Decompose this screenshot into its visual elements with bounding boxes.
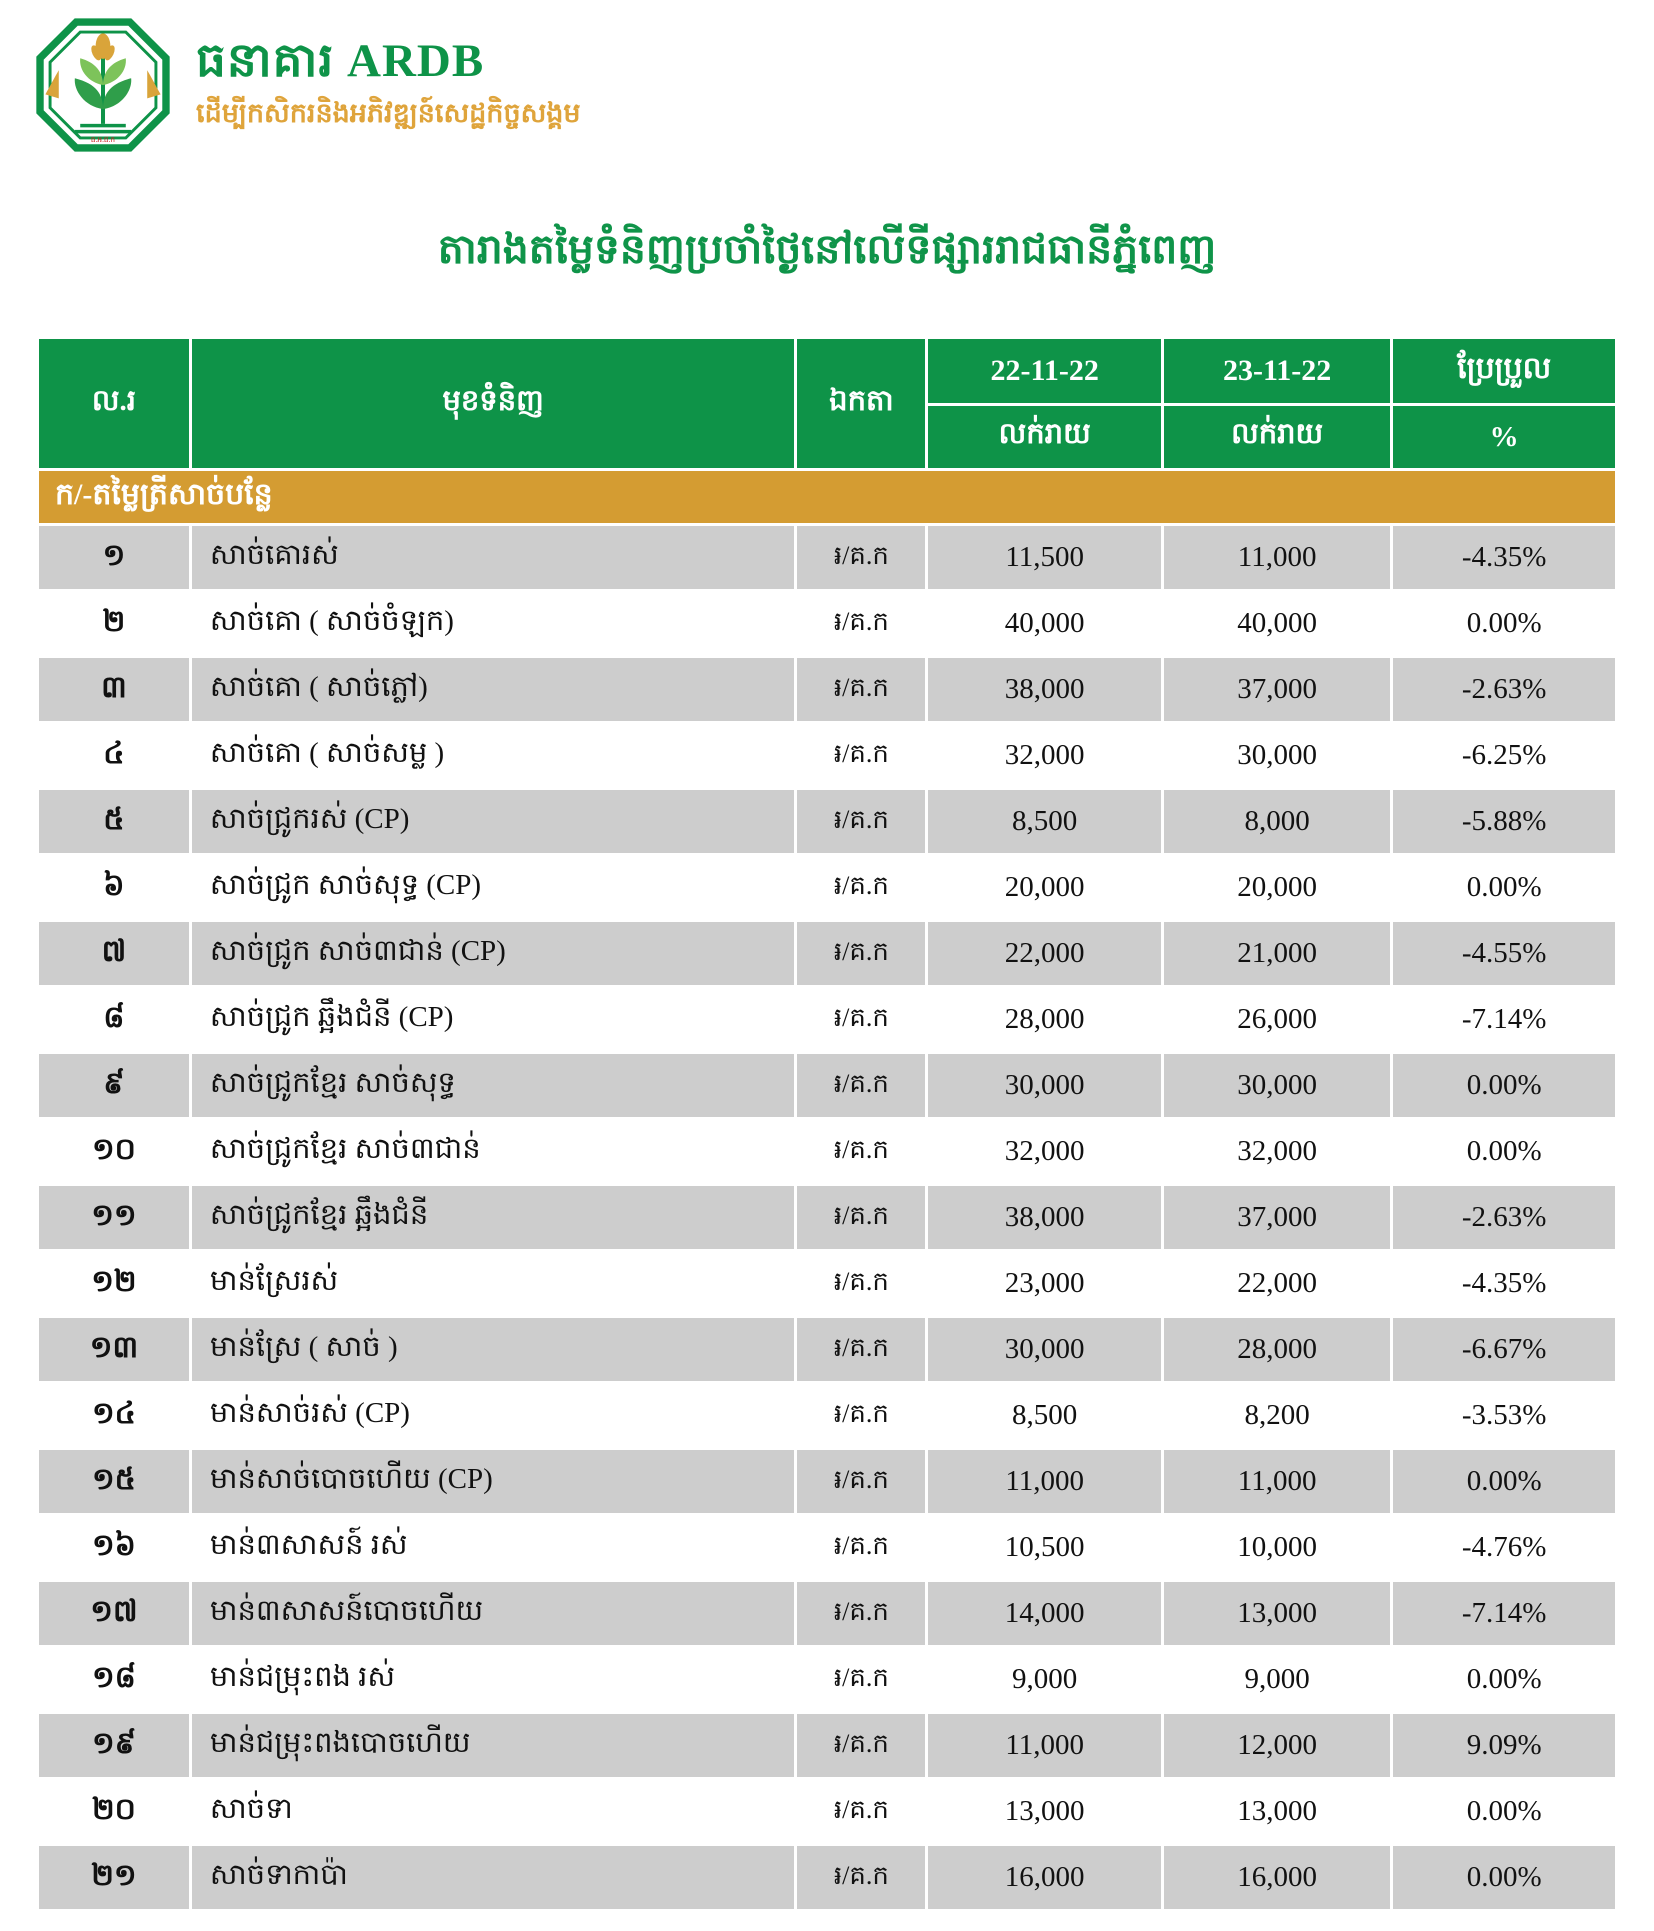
logo-caption: ធ.អ.ជ.ក	[90, 134, 116, 144]
row-number: ១០	[39, 1120, 189, 1183]
change-percent: 0.00%	[1393, 1450, 1615, 1513]
price-day1: 11,000	[928, 1450, 1161, 1513]
price-day1: 23,000	[928, 1252, 1161, 1315]
header-retail-2: លក់រាយ	[1164, 406, 1390, 468]
price-day1: 13,000	[928, 1780, 1161, 1843]
row-number: ១៦	[39, 1516, 189, 1579]
item-unit: ៛/គ.ក	[797, 1186, 925, 1249]
table-row	[39, 1648, 1615, 1711]
table-row	[39, 1054, 1615, 1117]
item-unit: ៛/គ.ក	[797, 592, 925, 655]
price-day2: 30,000	[1164, 724, 1390, 787]
price-day2: 37,000	[1164, 1186, 1390, 1249]
change-percent: -5.88%	[1393, 790, 1615, 853]
change-percent: 9.09%	[1393, 1714, 1615, 1777]
table-header	[39, 339, 1615, 468]
item-name: មាន់ស្រែរស់	[192, 1252, 795, 1315]
row-number: ៨	[39, 988, 189, 1051]
item-name: សាច់ជ្រូក សាច់សុទ្ធ (CP)	[192, 856, 795, 919]
item-name: សាច់គោ ( សាច់សម្ល )	[192, 724, 795, 787]
price-day1: 11,000	[928, 1714, 1161, 1777]
item-unit: ៛/គ.ក	[797, 790, 925, 853]
table-row	[39, 1780, 1615, 1843]
row-number: ២០	[39, 1780, 189, 1843]
price-day1: 30,000	[928, 1054, 1161, 1117]
ardb-octagon-plant-icon	[36, 18, 170, 152]
change-percent: -2.63%	[1393, 658, 1615, 721]
row-number: ៤	[39, 724, 189, 787]
price-day2: 10,000	[1164, 1516, 1390, 1579]
price-day2: 13,000	[1164, 1780, 1390, 1843]
item-unit: ៛/គ.ក	[797, 1780, 925, 1843]
table-row	[39, 790, 1615, 853]
table-row	[39, 1582, 1615, 1645]
item-name: មាន់សាច់បោចហើយ (CP)	[192, 1450, 795, 1513]
table-row	[39, 1384, 1615, 1447]
price-day2: 26,000	[1164, 988, 1390, 1051]
price-day1: 20,000	[928, 856, 1161, 919]
price-day1: 11,500	[928, 526, 1161, 589]
change-percent: -7.14%	[1393, 988, 1615, 1051]
price-day1: 40,000	[928, 592, 1161, 655]
item-unit: ៛/គ.ក	[797, 724, 925, 787]
price-day1: 8,500	[928, 790, 1161, 853]
item-name: សាច់ជ្រូក សាច់៣ជាន់ (CP)	[192, 922, 795, 985]
change-percent: -3.53%	[1393, 1384, 1615, 1447]
row-number: ៣	[39, 658, 189, 721]
price-day2: 37,000	[1164, 658, 1390, 721]
item-name: សាច់គោរស់	[192, 526, 795, 589]
item-name: មាន់ជម្រុះពងបោចហើយ	[192, 1714, 795, 1777]
brand-tagline: ដើម្បីកសិករនិងអភិវឌ្ឍន៍សេដ្ឋកិច្ចសង្គម	[196, 97, 581, 128]
change-percent: 0.00%	[1393, 856, 1615, 919]
item-unit: ៛/គ.ក	[797, 856, 925, 919]
change-percent: -4.76%	[1393, 1516, 1615, 1579]
row-number: ៥	[39, 790, 189, 853]
item-unit: ៛/គ.ក	[797, 1714, 925, 1777]
table-body	[39, 471, 1615, 1909]
change-percent: 0.00%	[1393, 1846, 1615, 1909]
change-percent: -6.25%	[1393, 724, 1615, 787]
section-row	[39, 471, 1615, 523]
row-number: ១១	[39, 1186, 189, 1249]
item-unit: ៛/គ.ក	[797, 1252, 925, 1315]
item-name: មាន់៣សាសន៍ រស់	[192, 1516, 795, 1579]
item-unit: ៛/គ.ក	[797, 1846, 925, 1909]
row-number: ១៣	[39, 1318, 189, 1381]
price-day2: 11,000	[1164, 526, 1390, 589]
price-day1: 38,000	[928, 1186, 1161, 1249]
price-day1: 38,000	[928, 658, 1161, 721]
ardb-logo	[36, 18, 170, 152]
price-day2: 12,000	[1164, 1714, 1390, 1777]
price-day2: 28,000	[1164, 1318, 1390, 1381]
price-day1: 22,000	[928, 922, 1161, 985]
table-row	[39, 592, 1615, 655]
item-unit: ៛/គ.ក	[797, 988, 925, 1051]
item-name: សាច់ទា	[192, 1780, 795, 1843]
item-name: សាច់ជ្រូកខ្មែរ សាច់សុទ្ធ	[192, 1054, 795, 1117]
brand-text	[196, 34, 581, 135]
table-row	[39, 856, 1615, 919]
item-unit: ៛/គ.ក	[797, 1516, 925, 1579]
change-percent: 0.00%	[1393, 1648, 1615, 1711]
price-day1: 32,000	[928, 1120, 1161, 1183]
price-day2: 30,000	[1164, 1054, 1390, 1117]
row-number: ៧	[39, 922, 189, 985]
table-row	[39, 724, 1615, 787]
header-retail-1: លក់រាយ	[928, 406, 1161, 468]
header-date-1: 22-11-22	[928, 339, 1161, 403]
table-row	[39, 658, 1615, 721]
price-day2: 11,000	[1164, 1450, 1390, 1513]
row-number: ១៨	[39, 1648, 189, 1711]
item-unit: ៛/គ.ក	[797, 1582, 925, 1645]
table-row	[39, 1186, 1615, 1249]
item-unit: ៛/គ.ក	[797, 1450, 925, 1513]
row-number: ១២	[39, 1252, 189, 1315]
change-percent: 0.00%	[1393, 592, 1615, 655]
item-name: មាន់៣សាសន៍បោចហើយ	[192, 1582, 795, 1645]
change-percent: -4.55%	[1393, 922, 1615, 985]
table-row	[39, 1846, 1615, 1909]
price-day2: 8,200	[1164, 1384, 1390, 1447]
header-date-2: 23-11-22	[1164, 339, 1390, 403]
table-row	[39, 922, 1615, 985]
price-day1: 32,000	[928, 724, 1161, 787]
change-percent: -6.67%	[1393, 1318, 1615, 1381]
price-day2: 16,000	[1164, 1846, 1390, 1909]
table-row	[39, 1714, 1615, 1777]
price-day2: 22,000	[1164, 1252, 1390, 1315]
row-number: ១៧	[39, 1582, 189, 1645]
header-change: ប្រែប្រួល	[1393, 339, 1615, 403]
row-number: ២១	[39, 1846, 189, 1909]
header-unit: ឯកតា	[797, 339, 925, 468]
item-name: មាន់ជម្រុះពង រស់	[192, 1648, 795, 1711]
item-name: សាច់ជ្រូកខ្មែរ ឆ្អឹងជំនី	[192, 1186, 795, 1249]
row-number: ១	[39, 526, 189, 589]
item-unit: ៛/គ.ក	[797, 1384, 925, 1447]
table-row	[39, 1516, 1615, 1579]
header-percent: %	[1393, 406, 1615, 468]
price-day2: 21,000	[1164, 922, 1390, 985]
item-name: សាច់ជ្រូកខ្មែរ សាច់៣ជាន់	[192, 1120, 795, 1183]
table-row	[39, 526, 1615, 589]
table-row	[39, 988, 1615, 1051]
header-no: ល.រ	[39, 339, 189, 468]
change-percent: 0.00%	[1393, 1120, 1615, 1183]
item-name: មាន់សាច់រស់ (CP)	[192, 1384, 795, 1447]
table-row	[39, 1252, 1615, 1315]
price-day2: 40,000	[1164, 592, 1390, 655]
item-unit: ៛/គ.ក	[797, 658, 925, 721]
row-number: ១៩	[39, 1714, 189, 1777]
change-percent: 0.00%	[1393, 1780, 1615, 1843]
item-name: សាច់ទាកាប៉ា	[192, 1846, 795, 1909]
table-row	[39, 1450, 1615, 1513]
price-day2: 13,000	[1164, 1582, 1390, 1645]
item-unit: ៛/គ.ក	[797, 1648, 925, 1711]
item-unit: ៛/គ.ក	[797, 1054, 925, 1117]
brand-header	[36, 18, 1618, 152]
price-day2: 9,000	[1164, 1648, 1390, 1711]
row-number: ៩	[39, 1054, 189, 1117]
item-name: មាន់ស្រែ ( សាច់ )	[192, 1318, 795, 1381]
price-day2: 20,000	[1164, 856, 1390, 919]
price-day1: 14,000	[928, 1582, 1161, 1645]
item-unit: ៛/គ.ក	[797, 526, 925, 589]
item-name: សាច់គោ ( សាច់ចំឡក)	[192, 592, 795, 655]
price-day2: 8,000	[1164, 790, 1390, 853]
change-percent: 0.00%	[1393, 1054, 1615, 1117]
table-row	[39, 1318, 1615, 1381]
item-name: សាច់គោ ( សាច់ភ្លៅ)	[192, 658, 795, 721]
change-percent: -7.14%	[1393, 1582, 1615, 1645]
row-number: ៦	[39, 856, 189, 919]
row-number: ១៥	[39, 1450, 189, 1513]
change-percent: -4.35%	[1393, 1252, 1615, 1315]
price-day1: 8,500	[928, 1384, 1161, 1447]
daily-price-table	[36, 336, 1618, 1912]
table-row	[39, 1120, 1615, 1183]
row-number: ១៤	[39, 1384, 189, 1447]
price-day1: 9,000	[928, 1648, 1161, 1711]
header-goods: មុខទំនិញ	[192, 339, 795, 468]
item-unit: ៛/គ.ក	[797, 922, 925, 985]
item-unit: ៛/គ.ក	[797, 1120, 925, 1183]
item-name: សាច់ជ្រូករស់ (CP)	[192, 790, 795, 853]
row-number: ២	[39, 592, 189, 655]
item-unit: ៛/គ.ក	[797, 1318, 925, 1381]
section-label: ក/-តម្លៃត្រីសាច់បន្លែ	[39, 471, 1615, 523]
change-percent: -4.35%	[1393, 526, 1615, 589]
price-day1: 28,000	[928, 988, 1161, 1051]
page-title: តារាងតម្លៃទំនិញប្រចាំថ្ងៃនៅលើទីផ្សាររាជធានីភ្នំពេញ	[437, 226, 1217, 272]
price-day1: 30,000	[928, 1318, 1161, 1381]
brand-name: ធនាគារ ARDB	[196, 35, 485, 88]
price-day1: 10,500	[928, 1516, 1161, 1579]
item-name: សាច់ជ្រូក ឆ្អឹងជំនី (CP)	[192, 988, 795, 1051]
price-day2: 32,000	[1164, 1120, 1390, 1183]
price-day1: 16,000	[928, 1846, 1161, 1909]
change-percent: -2.63%	[1393, 1186, 1615, 1249]
